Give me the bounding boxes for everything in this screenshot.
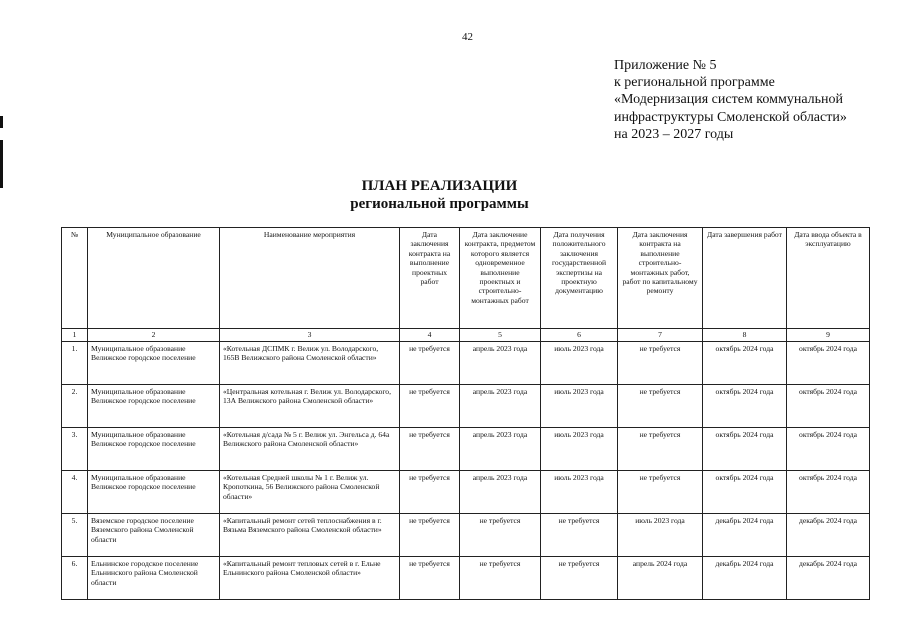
activity-cell: «Котельная ДСПМК г. Велиж ул. Володарского, 165В Велижского района Смоленской области» [220, 342, 400, 385]
column-header: Муниципальное образование [88, 228, 220, 329]
date-cell: декабрь 2024 года [787, 557, 870, 600]
municipality-cell: Муниципальное образование Велижское городское поселение [88, 471, 220, 514]
page-number: 42 [462, 31, 473, 43]
activity-cell: «Котельная Средней школы № 1 г. Велиж ул. Кропоткина, 56 Велижского района Смоленской области» [220, 471, 400, 514]
municipality-cell: Ельнинское городское поселение Ельнинского района Смоленской области [88, 557, 220, 600]
date-cell: июль 2023 года [541, 428, 618, 471]
row-number: 1. [62, 342, 88, 385]
row-number: 4. [62, 471, 88, 514]
column-number: 3 [220, 329, 400, 342]
date-cell: не требуется [400, 514, 460, 557]
implementation-plan-table [61, 227, 870, 600]
date-cell: апрель 2023 года [460, 342, 541, 385]
column-header: Дата получения положительного заключения государственной экспертизы на проектную документацию [541, 228, 618, 329]
date-cell: июль 2023 года [541, 385, 618, 428]
appendix-line: на 2023 – 2027 годы [614, 126, 734, 142]
date-cell: не требуется [541, 557, 618, 600]
date-cell: не требуется [541, 514, 618, 557]
column-header: № [62, 228, 88, 329]
date-cell: октябрь 2024 года [703, 428, 787, 471]
column-header: Дата заключение контракта, предметом которого является одновременное выполнение проектных и строительно-монтажных работ [460, 228, 541, 329]
scan-artifact [0, 116, 3, 128]
date-cell: июль 2023 года [618, 514, 703, 557]
column-header: Дата ввода объекта в эксплуатацию [787, 228, 870, 329]
date-cell: апрель 2024 года [618, 557, 703, 600]
date-cell: не требуется [460, 557, 541, 600]
table-row [62, 428, 870, 471]
activity-cell: «Капитальный ремонт тепловых сетей в г. Ельне Ельнинского района Смоленской области» [220, 557, 400, 600]
municipality-cell: Муниципальное образование Велижское городское поселение [88, 428, 220, 471]
date-cell: октябрь 2024 года [787, 471, 870, 514]
column-header: Наименование мероприятия [220, 228, 400, 329]
date-cell: не требуется [400, 557, 460, 600]
municipality-cell: Вяземское городское поселение Вяземского района Смоленской области [88, 514, 220, 557]
date-cell: апрель 2023 года [460, 471, 541, 514]
column-number: 9 [787, 329, 870, 342]
date-cell: не требуется [618, 428, 703, 471]
table-header-row [62, 228, 870, 329]
date-cell: не требуется [618, 471, 703, 514]
column-number-row [62, 329, 870, 342]
table-row [62, 471, 870, 514]
row-number: 2. [62, 385, 88, 428]
date-cell: декабрь 2024 года [703, 557, 787, 600]
date-cell: июль 2023 года [541, 342, 618, 385]
date-cell: апрель 2023 года [460, 385, 541, 428]
column-number: 5 [460, 329, 541, 342]
date-cell: не требуется [400, 471, 460, 514]
column-number: 4 [400, 329, 460, 342]
date-cell: октябрь 2024 года [703, 385, 787, 428]
activity-cell: «Котельная д/сада № 5 г. Велиж ул. Энгельса д. 64а Велижского района Смоленской области» [220, 428, 400, 471]
row-number: 6. [62, 557, 88, 600]
table-row [62, 385, 870, 428]
row-number: 3. [62, 428, 88, 471]
date-cell: апрель 2023 года [460, 428, 541, 471]
table-row [62, 557, 870, 600]
date-cell: не требуется [460, 514, 541, 557]
column-header: Дата завершения работ [703, 228, 787, 329]
column-number: 7 [618, 329, 703, 342]
activity-cell: «Центральная котельная г. Велиж ул. Володарского, 13А Велижского района Смоленской области» [220, 385, 400, 428]
date-cell: не требуется [400, 385, 460, 428]
column-header: Дата заключения контракта на выполнение строительно-монтажных работ, работ по капитальному ремонту [618, 228, 703, 329]
appendix-line: «Модернизация систем коммунальной [614, 92, 844, 108]
date-cell: июль 2023 года [541, 471, 618, 514]
plan-title [0, 177, 905, 213]
appendix-line: к региональной программе [614, 75, 775, 91]
plan-title-main: ПЛАН РЕАЛИЗАЦИИ [361, 178, 518, 194]
date-cell: не требуется [400, 342, 460, 385]
date-cell: октябрь 2024 года [787, 428, 870, 471]
column-header: Дата заключения контракта на выполнение проектных работ [400, 228, 460, 329]
appendix-block [614, 57, 847, 143]
date-cell: октябрь 2024 года [703, 471, 787, 514]
date-cell: октябрь 2024 года [703, 342, 787, 385]
date-cell: декабрь 2024 года [787, 514, 870, 557]
column-number: 2 [88, 329, 220, 342]
table-row [62, 342, 870, 385]
row-number: 5. [62, 514, 88, 557]
date-cell: декабрь 2024 года [703, 514, 787, 557]
municipality-cell: Муниципальное образование Велижское городское поселение [88, 342, 220, 385]
appendix-line: Приложение № 5 [614, 58, 717, 73]
activity-cell: «Капитальный ремонт сетей теплоснабжения в г. Вязьма Вяземского района Смоленской области» [220, 514, 400, 557]
column-number: 1 [62, 329, 88, 342]
date-cell: не требуется [618, 342, 703, 385]
date-cell: не требуется [618, 385, 703, 428]
date-cell: не требуется [400, 428, 460, 471]
date-cell: октябрь 2024 года [787, 385, 870, 428]
table-row [62, 514, 870, 557]
column-number: 8 [703, 329, 787, 342]
column-number: 6 [541, 329, 618, 342]
date-cell: октябрь 2024 года [787, 342, 870, 385]
appendix-line: инфраструктуры Смоленской области» [614, 109, 847, 125]
municipality-cell: Муниципальное образование Велижское городское поселение [88, 385, 220, 428]
plan-title-sub: региональной программы [350, 196, 529, 212]
